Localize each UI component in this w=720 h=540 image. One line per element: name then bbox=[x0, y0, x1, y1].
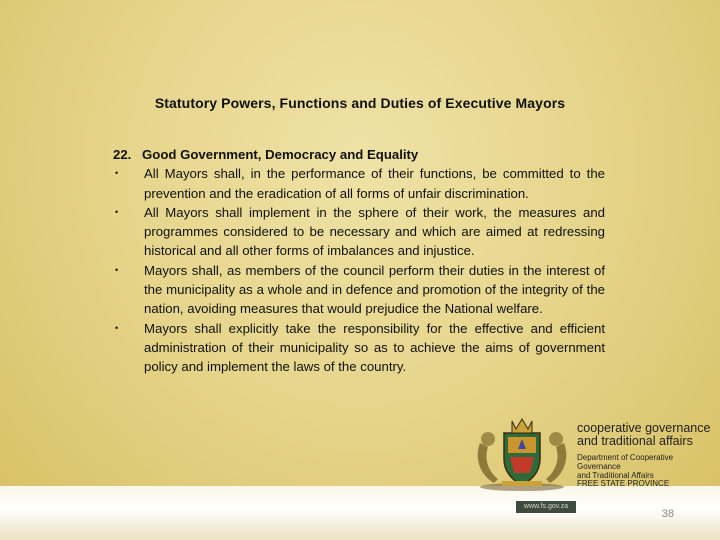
bullet-icon: • bbox=[115, 168, 119, 179]
dept-sub-line1: Department of Cooperative Governance bbox=[577, 453, 674, 471]
section-heading-row bbox=[113, 145, 605, 164]
department-logo-text bbox=[577, 422, 717, 489]
footer-band bbox=[0, 486, 720, 540]
list-item bbox=[113, 261, 605, 319]
section-heading: Good Government, Democracy and Equality bbox=[142, 147, 419, 162]
bullet-text: All Mayors shall, in the performance of their functions, be committed to the prevention and the eradication of all forms of unfair discrimination. bbox=[144, 166, 605, 201]
slide-title: Statutory Powers, Functions and Duties of Executive Mayors bbox=[154, 95, 566, 111]
bullet-icon: • bbox=[115, 322, 119, 333]
list-item bbox=[113, 164, 605, 203]
website-url: www.fs.gov.za bbox=[516, 501, 576, 513]
list-item bbox=[113, 203, 605, 261]
bullet-icon: • bbox=[115, 206, 119, 217]
slide-body bbox=[113, 145, 605, 377]
dept-sub-line2: and Traditional Affairs bbox=[577, 470, 654, 480]
bullet-text: Mayors shall, as members of the council perform their duties in the interest of the municipality as a whole and in defence and promotion of the integrity of the nation, avoiding measures that would prejudice the National welfare. bbox=[144, 262, 605, 317]
dept-sub-line3: FREE STATE PROVINCE bbox=[577, 479, 670, 489]
list-item bbox=[113, 319, 605, 377]
dept-name-line2: and traditional affairs bbox=[577, 434, 693, 448]
bullet-text: Mayors shall explicitly take the responsibility for the effective and efficient administration of their municipality so as to achieve the aims of government policy and implement the laws of the country. bbox=[144, 320, 605, 375]
coat-of-arms-icon bbox=[472, 413, 572, 491]
bullet-text: All Mayors shall implement in the sphere of their work, the measures and programmes considered to be necessary and which are aimed at redressing historical and all other forms of imbalances and injustice. bbox=[144, 204, 605, 259]
dept-name-line1: cooperative governance bbox=[577, 421, 711, 435]
bullet-icon: • bbox=[115, 264, 119, 275]
page-number: 38 bbox=[661, 508, 674, 520]
section-number: 22. bbox=[113, 147, 132, 162]
